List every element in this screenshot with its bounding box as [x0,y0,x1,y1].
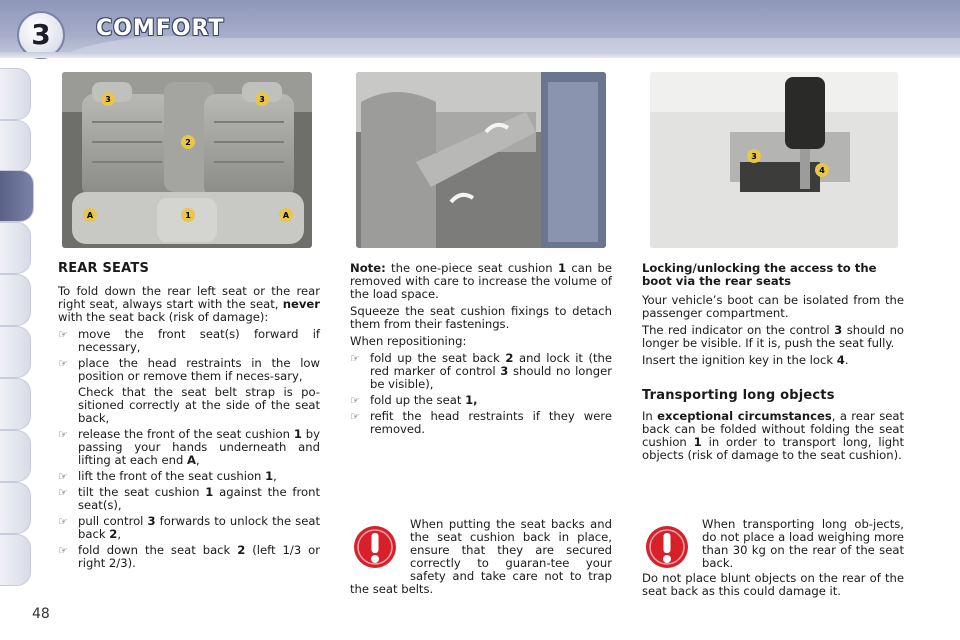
pointing-hand-icon: ☞ [58,544,68,557]
page-header [0,0,960,58]
callout-4: 4 [819,166,825,175]
warning-box-long-objects [642,518,904,598]
pointing-hand-icon: ☞ [58,428,68,441]
callout-3: 3 [751,152,757,161]
page-number: 48 [32,606,50,622]
intro-paragraph: To fold down the rear left seat or the rear right seat, always start with the seat, never with the seat back (risk of damage): [58,284,321,324]
callout-1: 1 [185,211,191,220]
callout-3-left: 3 [105,95,111,104]
list-item: ☞ fold down the seat back 2 (left 1/3 or right 2/3). [58,543,321,570]
list-note: Check that the seat belt strap is po-sitioned correctly at the side of the seat back, [78,385,320,425]
side-tab[interactable] [0,430,31,482]
side-tab[interactable] [0,482,31,534]
warning-exclamation-icon [644,524,690,570]
seat-cushion-photo [356,72,606,248]
paragraph: The red indicator on the control 3 should no longer be visible. If it is, push the seat fully. [642,323,905,350]
list-item: ☞ refit the head restraints if they were removed. [350,409,612,436]
side-tab[interactable] [0,534,31,586]
side-tab[interactable] [0,68,31,120]
list-item: ☞ release the front of the seat cushion 1 by passing your hands underneath and lifting at each end A, [58,427,320,467]
side-tab[interactable] [0,378,31,430]
paragraph: In exceptional circumstances, a rear seat back can be folded without folding the seat cushion 1 in order to transport long, light objects (risk of damage to the seat cushion). [642,409,905,462]
side-tab[interactable] [0,222,31,274]
paragraph: Insert the ignition key in the lock 4. [642,353,849,367]
section-heading: REAR SEATS [58,261,150,276]
pointing-hand-icon: ☞ [58,357,68,370]
chapter-title: COMFORT [96,16,225,41]
warning-text: When putting the seat backs and the seat cushion back in place, ensure that they are secured correctly to guaran-tee your safety and take care not to trap the seat belts. [350,517,612,596]
repositioning-label: When repositioning: [350,334,467,348]
paragraph: Your vehicle’s boot can be isolated from the passenger compartment. [642,293,904,320]
side-tab[interactable] [0,274,31,326]
paragraph: Do not place blunt objects on the rear of the seat back as this could damage it. [642,571,904,598]
squeeze-paragraph: Squeeze the seat cushion fixings to detach them from their fastenings. [350,304,612,331]
side-tab[interactable] [0,326,31,378]
list-item: ☞ move the front seat(s) forward if necessary, [58,327,320,354]
list-item: ☞ fold up the seat back 2 and lock it (the red marker of control 3 should no longer be visible), [350,351,613,391]
callout-2: 2 [185,138,191,147]
pointing-hand-icon: ☞ [58,328,68,341]
list-item: ☞ lift the front of the seat cushion 1, [58,469,277,483]
side-tab-strip [0,60,34,580]
rear-seats-column [58,262,320,573]
section-heading: Transporting long objects [642,388,835,403]
list-item: ☞ fold up the seat 1, [350,393,478,407]
pointing-hand-icon: ☞ [58,515,68,528]
pointing-hand-icon: ☞ [350,410,360,423]
chapter-number-badge: 3 [17,11,65,59]
subsection-heading: Locking/unlocking the access to the boot via the rear seats [642,261,877,288]
note-paragraph: Note: the one-piece seat cushion 1 can be removed with care to increase the volume of the load space. [350,261,612,301]
warning-box-seats [350,518,612,596]
warning-exclamation-icon [352,524,398,570]
list-item: ☞ tilt the seat cushion 1 against the front seat(s), [58,485,321,512]
callout-3-right: 3 [259,95,265,104]
list-item: ☞ pull control 3 forwards to unlock the seat back 2, [58,514,320,541]
callout-a-right: A [282,211,290,220]
locking-column [642,262,904,466]
pointing-hand-icon: ☞ [350,352,360,365]
side-tab[interactable] [0,120,31,172]
callout-a-left: A [86,211,94,220]
rear-seats-photo [62,72,312,248]
pointing-hand-icon: ☞ [58,486,68,499]
ignition-lock-photo [650,72,898,248]
side-tab-active[interactable] [0,170,34,222]
pointing-hand-icon: ☞ [350,394,360,407]
note-column [350,262,612,439]
pointing-hand-icon: ☞ [58,470,68,483]
warning-text: When transporting long ob-jects, do not place a load weighing more than 30 kg on the rear of the seat back. [702,517,904,570]
list-item: ☞ place the head restraints in the low position or remove them if neces-sary, [58,356,320,383]
